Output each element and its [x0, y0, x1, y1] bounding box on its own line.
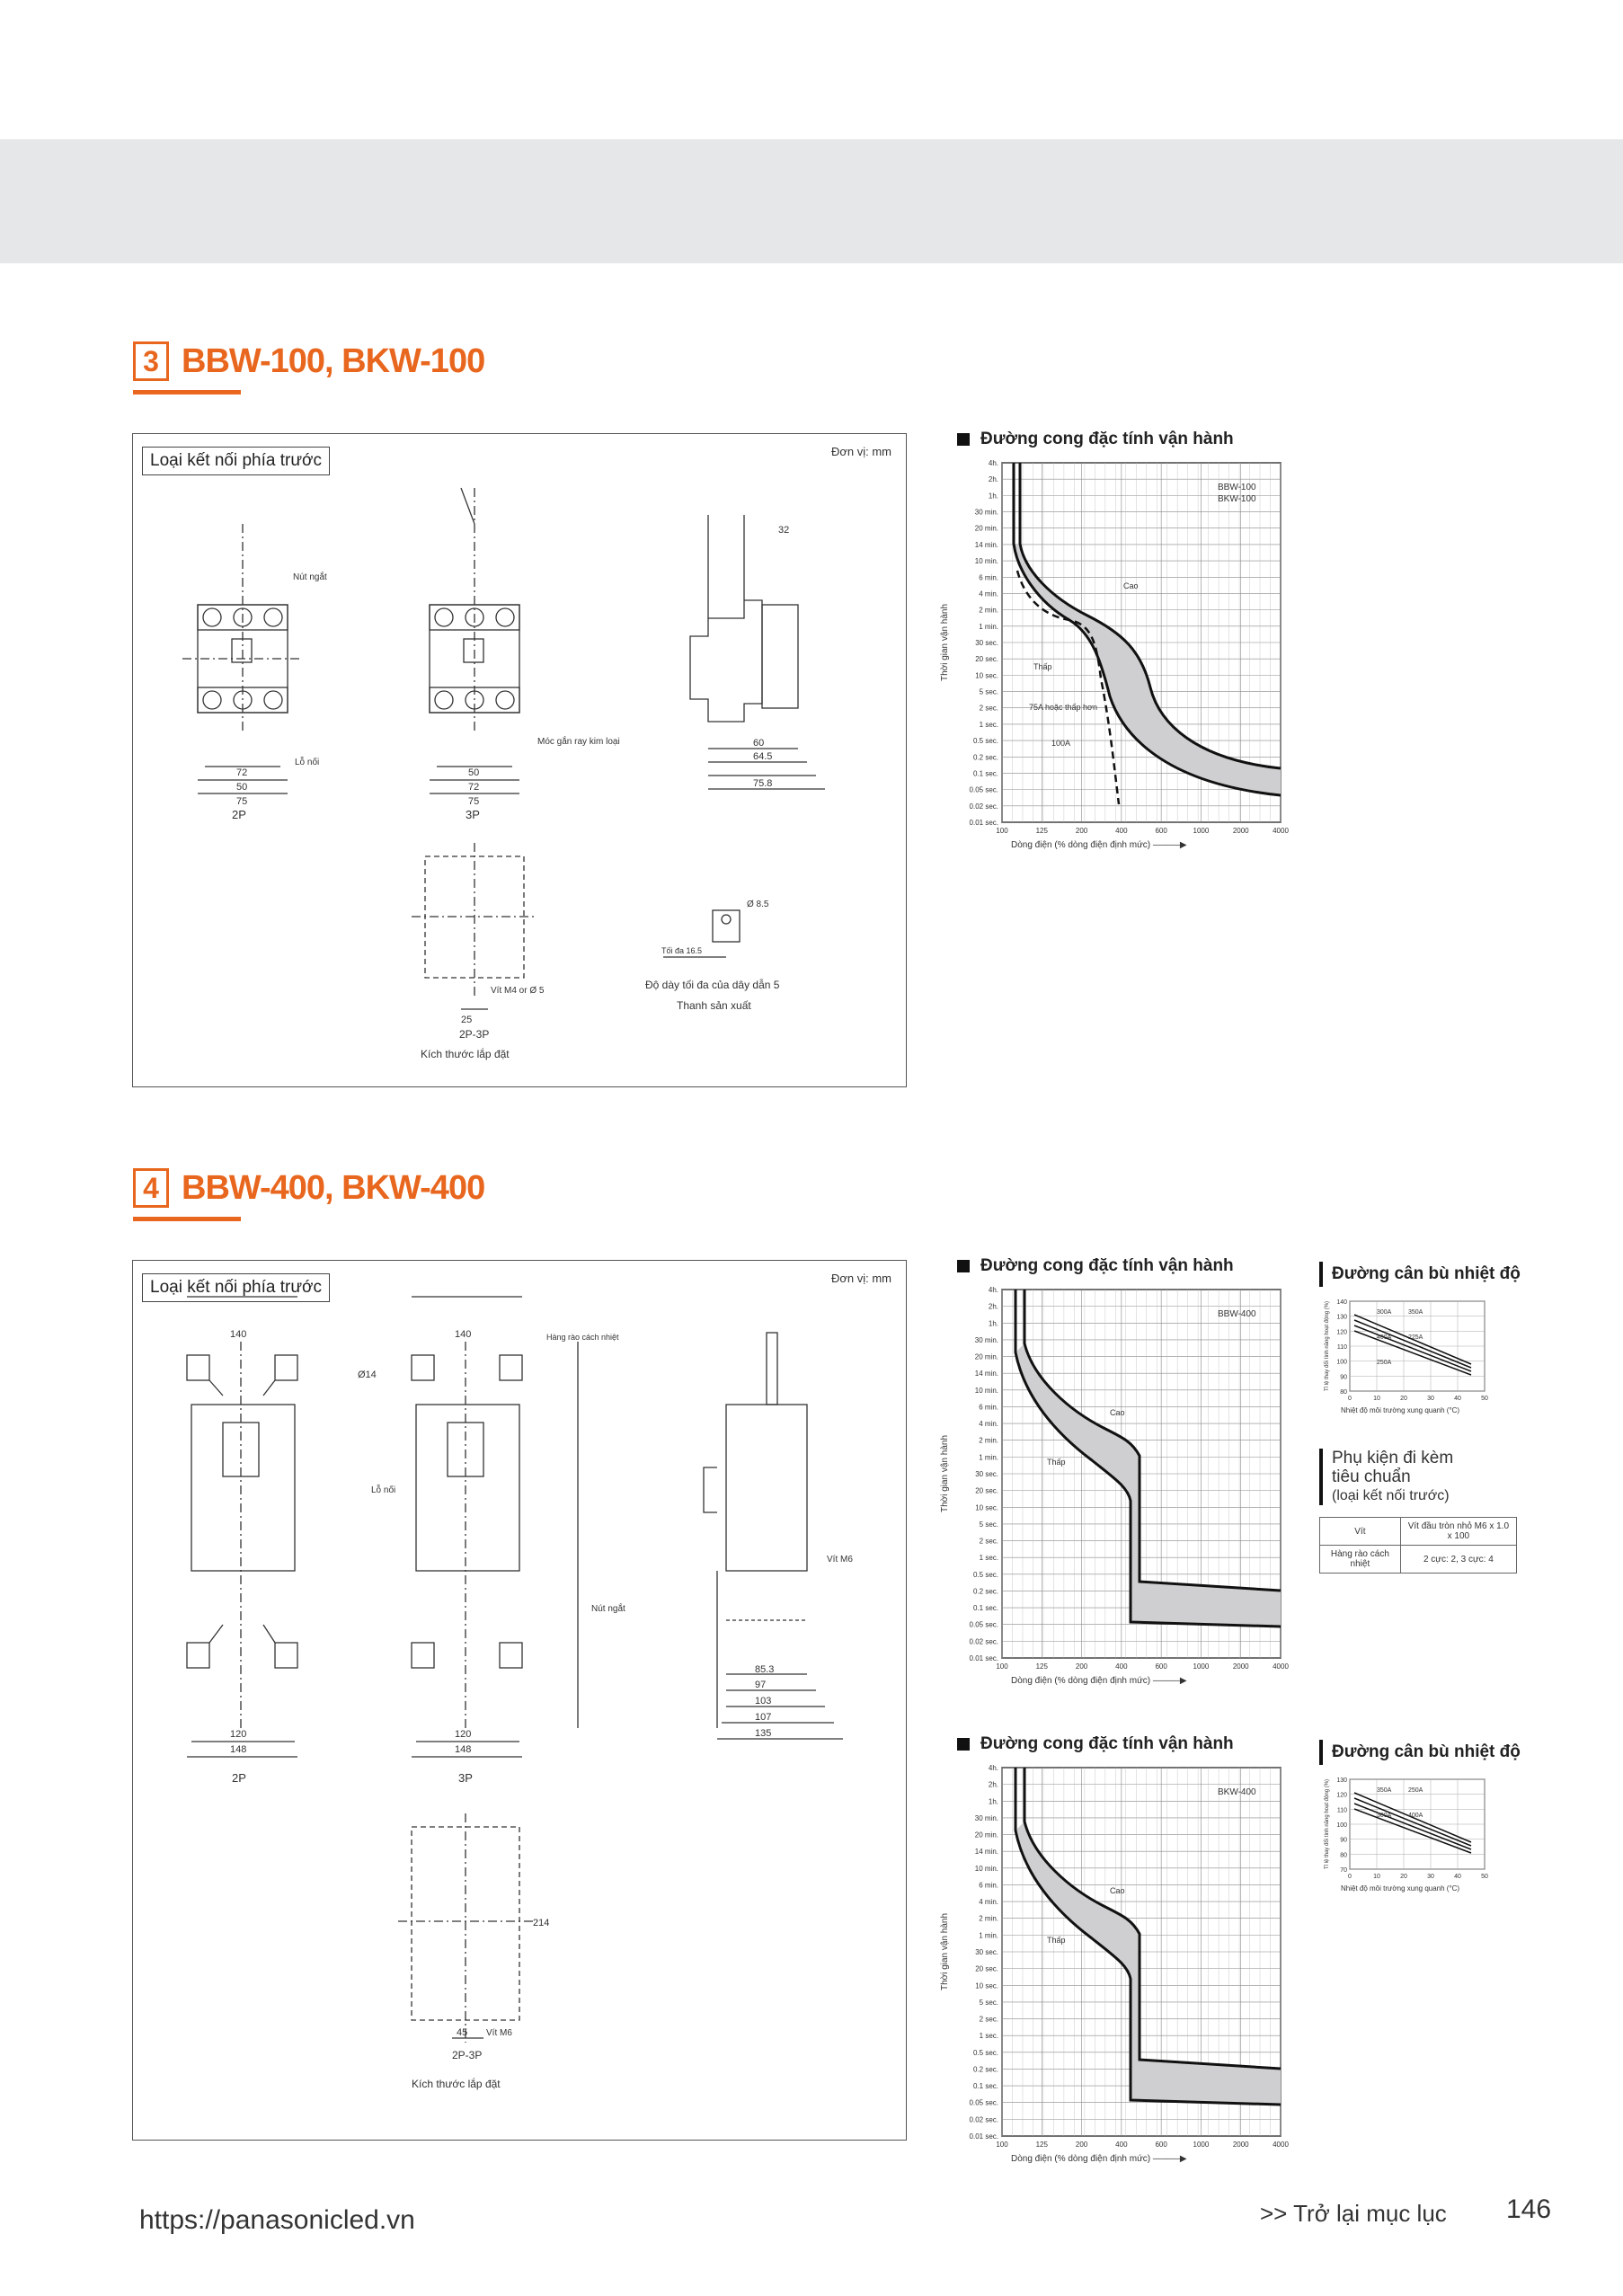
s4-chart-bkw-title [957, 1734, 1234, 1754]
s3-label-lo-noi: Lỗ nối [295, 758, 320, 767]
y-tick-label: 10 min. [974, 1386, 998, 1395]
x-tick-label: 2000 [1232, 827, 1249, 835]
temp1-title-text: Đường cân bù nhiệt độ [1332, 1264, 1521, 1283]
s3-label-3p: 3P [466, 808, 480, 821]
y-tick-label: 5 sec. [979, 1520, 998, 1529]
x-tick-label: 125 [1035, 1662, 1048, 1671]
x-tick-label: 400 [1115, 1662, 1128, 1671]
y-tick-label: 0.2 sec. [972, 1587, 998, 1596]
s3-label-busbar: Thanh sản xuất [677, 999, 751, 1012]
section4-heading [133, 1161, 484, 1215]
section3-number: 3 [133, 341, 169, 381]
y-tick-label: 20 sec. [975, 1964, 998, 1973]
y-tick-label: 0.5 sec. [972, 2048, 998, 2057]
y-tick-label: 2h. [988, 1302, 998, 1311]
s4-dim-140: 140 [230, 1329, 247, 1340]
annotation-label: Cao [1110, 1408, 1125, 1417]
temp2-title [1319, 1740, 1521, 1765]
x-tick-label: 4000 [1273, 1662, 1289, 1671]
y-tick-label: 110 [1336, 1807, 1347, 1814]
y-tick-label: 20 min. [974, 1831, 998, 1839]
y-tick-label: 130 [1336, 1777, 1347, 1784]
s4-bkw-operating-curve-chart [935, 1759, 1294, 2172]
section4-underline [133, 1217, 241, 1221]
series-label: 225A [1408, 1334, 1423, 1341]
x-tick-label: 0 [1348, 1396, 1352, 1402]
y-tick-label: 1 min. [979, 1453, 998, 1462]
y-tick-label: 0.01 sec. [969, 819, 998, 827]
y-tick-label: 10 sec. [975, 671, 998, 680]
legend-label: BBW-100 [1218, 483, 1256, 492]
s3-label-vit: Vít M4 or Ø 5 [491, 986, 545, 996]
y-tick-label: 140 [1336, 1299, 1347, 1306]
y-axis-label: Thời gian vận hành [940, 1434, 950, 1513]
y-tick-label: 20 sec. [975, 655, 998, 664]
y-tick-label: 30 sec. [975, 1948, 998, 1956]
s3-dim-50: 50 [236, 782, 248, 793]
table-cell: Vít đầu tròn nhỏ M6 x 1.0 x 100 [1400, 1518, 1516, 1546]
s3-label-max-thick: Độ dày tối đa của dây dẫn 5 [645, 979, 780, 991]
section4-number: 4 [133, 1168, 169, 1208]
y-tick-label: 130 [1336, 1314, 1347, 1321]
section4-technical-drawing [133, 1261, 906, 2140]
legend-label: BKW-100 [1218, 494, 1256, 504]
back-to-contents-link[interactable]: >> Trở lại mục lục [1260, 2200, 1447, 2227]
x-tick-label: 50 [1481, 1874, 1488, 1880]
y-tick-label: 120 [1336, 1792, 1347, 1799]
y-tick-label: 0.02 sec. [969, 2115, 998, 2124]
s4-dim-214: 214 [533, 1918, 550, 1928]
s3-dim-75b: 75 [468, 796, 480, 807]
s3-label-moc-gan: Móc gắn ray kim loại [537, 737, 620, 747]
x-tick-label: 600 [1155, 2141, 1167, 2149]
section3-heading [133, 334, 484, 388]
s4-label-vit-m6b: Vít M6 [486, 2028, 512, 2038]
y-tick-label: 30 min. [974, 1813, 998, 1822]
temp2-chart [1321, 1772, 1510, 1907]
s4-dim-135: 135 [755, 1728, 772, 1739]
y-tick-label: 0.1 sec. [972, 769, 998, 778]
series-label: 300A [1377, 1309, 1392, 1316]
y-tick-label: 1h. [988, 1319, 998, 1328]
temp1-title [1319, 1262, 1521, 1287]
y-tick-label: 80 [1340, 1852, 1347, 1859]
s4-dim-97: 97 [755, 1680, 767, 1690]
y-tick-label: 4 min. [979, 1898, 998, 1907]
y-tick-label: 110 [1336, 1344, 1347, 1351]
s3-dim-60: 60 [753, 738, 765, 749]
x-tick-label: 200 [1075, 2141, 1088, 2149]
x-tick-label: 20 [1400, 1396, 1407, 1402]
y-tick-label: 30 min. [974, 508, 998, 517]
annotation-label: 75A hoặc thấp hơn [1029, 703, 1097, 712]
s3-chart-title [957, 430, 1234, 449]
s3-chart-title-text: Đường cong đặc tính vận hành [980, 430, 1234, 448]
y-tick-label: 0.01 sec. [969, 2132, 998, 2141]
s4-label-3p: 3P [458, 1771, 473, 1785]
y-axis-label: Tỉ lệ thay đổi tính năng hoạt động (%) [1325, 1778, 1330, 1870]
y-tick-label: 2h. [988, 1780, 998, 1789]
y-tick-label: 0.2 sec. [972, 2065, 998, 2074]
y-tick-label: 20 min. [974, 1352, 998, 1361]
s4-dim-148: 148 [230, 1744, 247, 1755]
section3-title: BBW-100, BKW-100 [182, 341, 485, 380]
s3-dim-32: 32 [778, 525, 790, 536]
y-tick-label: 14 min. [974, 1848, 998, 1857]
s3-dim-72: 72 [236, 767, 248, 778]
s3-operating-curve-chart [935, 454, 1294, 858]
section3-unit: Đơn vị: mm [830, 445, 891, 458]
footer-url[interactable]: https://panasonicled.vn [139, 2205, 415, 2235]
s4-mount-caption: Kích thước lắp đặt [412, 2078, 501, 2090]
y-tick-label: 4 min. [979, 1420, 998, 1429]
y-tick-label: 70 [1340, 1867, 1347, 1874]
y-tick-label: 1 sec. [979, 2032, 998, 2041]
series-label: 250A [1408, 1787, 1423, 1794]
x-tick-label: 125 [1035, 827, 1048, 835]
y-tick-label: 5 sec. [979, 687, 998, 696]
s3-dim-25: 25 [461, 1015, 473, 1025]
y-tick-label: 6 min. [979, 1881, 998, 1890]
accessories-title [1319, 1449, 1453, 1505]
x-tick-label: 100 [996, 2141, 1008, 2149]
y-tick-label: 1h. [988, 1797, 998, 1806]
x-tick-label: 2000 [1232, 1662, 1249, 1671]
annotation-label: Thấp [1047, 1458, 1066, 1467]
s4-dim-120b: 120 [455, 1729, 472, 1740]
x-tick-label: 200 [1075, 1662, 1088, 1671]
x-tick-label: 400 [1115, 827, 1128, 835]
y-tick-label: 20 min. [974, 524, 998, 533]
s3-label-2p: 2P [232, 808, 246, 821]
y-tick-label: 0.5 sec. [972, 737, 998, 746]
y-tick-label: 2 min. [979, 1436, 998, 1445]
s4-dim-85-3: 85.3 [755, 1664, 775, 1675]
y-tick-label: 2h. [988, 475, 998, 484]
legend-label: BBW-400 [1218, 1309, 1256, 1319]
table-cell: 2 cực: 2, 3 cực: 4 [1400, 1546, 1516, 1574]
s4-dim-103: 103 [755, 1696, 772, 1706]
x-tick-label: 10 [1373, 1396, 1380, 1402]
x-tick-label: 4000 [1273, 827, 1289, 835]
series-label: 400A [1408, 1813, 1423, 1819]
s4-label-2p: 2P [232, 1771, 246, 1785]
x-tick-label: 4000 [1273, 2141, 1289, 2149]
s4-chart-bbw-title-text: Đường cong đặc tính vận hành [980, 1256, 1234, 1275]
y-tick-label: 0.05 sec. [969, 1620, 998, 1629]
s4-dim-120: 120 [230, 1729, 247, 1740]
annotation-label: Thấp [1033, 662, 1052, 671]
accessories-title-1: Phụ kiện đi kèm [1332, 1449, 1454, 1467]
x-axis-label: Nhiệt độ môi trường xung quanh (°C) [1341, 1884, 1460, 1893]
y-tick-label: 10 min. [974, 557, 998, 566]
y-tick-label: 1h. [988, 492, 998, 501]
x-tick-label: 10 [1373, 1874, 1380, 1880]
section3-box-label: Loại kết nối phía trước [142, 447, 330, 475]
y-tick-label: 1 sec. [979, 1554, 998, 1563]
y-tick-label: 2 sec. [979, 2015, 998, 2024]
temp2-title-text: Đường cân bù nhiệt độ [1332, 1742, 1521, 1761]
x-tick-label: 600 [1155, 827, 1167, 835]
y-tick-label: 2 sec. [979, 704, 998, 713]
x-axis-label: Dòng điện (% dòng điện định mức) ———▶ [1011, 840, 1187, 850]
y-tick-label: 90 [1340, 1837, 1347, 1844]
s4-chart-bkw-title-text: Đường cong đặc tính vận hành [980, 1734, 1234, 1753]
s4-dim-45: 45 [457, 2027, 468, 2038]
annotation-label: Cao [1123, 581, 1139, 590]
y-tick-label: 10 min. [974, 1864, 998, 1873]
x-tick-label: 400 [1115, 2141, 1128, 2149]
y-tick-label: 2 min. [979, 606, 998, 615]
x-axis-label: Dòng điện (% dòng điện định mức) ———▶ [1011, 1676, 1187, 1686]
s4-dim-148b: 148 [455, 1744, 472, 1755]
y-tick-label: 100 [1336, 1822, 1347, 1829]
series-label: 300A [1377, 1813, 1392, 1819]
x-tick-label: 30 [1427, 1874, 1434, 1880]
y-tick-label: 0.01 sec. [969, 1654, 998, 1662]
s4-label-vit-m6: Vít M6 [827, 1555, 853, 1565]
y-tick-label: 14 min. [974, 540, 998, 549]
y-axis-label: Thời gian vận hành [940, 603, 950, 682]
table-cell: Vít [1320, 1518, 1401, 1546]
y-tick-label: 2 min. [979, 1914, 998, 1923]
series-label: 400A [1377, 1334, 1392, 1341]
y-tick-label: 30 min. [974, 1335, 998, 1344]
y-tick-label: 20 sec. [975, 1486, 998, 1495]
y-tick-label: 0.02 sec. [969, 1637, 998, 1646]
y-tick-label: 4h. [988, 1286, 998, 1294]
s4-dim-140b: 140 [455, 1329, 472, 1340]
x-tick-label: 1000 [1193, 2141, 1210, 2149]
s3-label-toi-da: Tối đa 16.5 [661, 946, 703, 955]
s3-label-2p3p: 2P-3P [459, 1028, 490, 1041]
s4-label-hang-rao: Hàng rào cách nhiệt [546, 1333, 619, 1342]
y-axis-label: Thời gian vận hành [940, 1912, 950, 1991]
s4-label-2p3p: 2P-3P [452, 2049, 483, 2061]
y-tick-label: 14 min. [974, 1370, 998, 1378]
annotation-label: Cao [1110, 1886, 1125, 1895]
y-axis-label: Tỉ lệ thay đổi tính năng hoạt động (%) [1325, 1300, 1330, 1392]
section4-box-label: Loại kết nối phía trước [142, 1273, 330, 1302]
x-tick-label: 2000 [1232, 2141, 1249, 2149]
s3-dim-75-8: 75.8 [753, 778, 773, 789]
x-tick-label: 40 [1454, 1874, 1461, 1880]
section3-drawing-box [132, 433, 907, 1087]
y-tick-label: 0.1 sec. [972, 1604, 998, 1613]
series-label: 250A [1377, 1360, 1392, 1366]
y-tick-label: 1 sec. [979, 720, 998, 729]
s4-chart-bbw-title [957, 1256, 1234, 1276]
y-tick-label: 5 sec. [979, 1998, 998, 2007]
y-tick-label: 4h. [988, 1764, 998, 1772]
accessories-title-3: (loại kết nối trước) [1332, 1488, 1450, 1503]
s4-dim-107: 107 [755, 1712, 772, 1723]
y-tick-label: 4h. [988, 459, 998, 467]
x-axis-label: Dòng điện (% dòng điện định mức) ———▶ [1011, 2154, 1187, 2164]
y-tick-label: 90 [1340, 1374, 1347, 1381]
x-tick-label: 30 [1427, 1396, 1434, 1402]
y-tick-label: 30 sec. [975, 639, 998, 647]
section4-title: BBW-400, BKW-400 [182, 1168, 485, 1207]
y-tick-label: 4 min. [979, 590, 998, 598]
y-tick-label: 0.5 sec. [972, 1570, 998, 1579]
x-tick-label: 50 [1481, 1396, 1488, 1402]
x-tick-label: 600 [1155, 1662, 1167, 1671]
temp1-chart [1321, 1294, 1510, 1429]
y-tick-label: 6 min. [979, 1403, 998, 1412]
s4-label-nut-ngat: Nút ngắt [591, 1604, 625, 1614]
x-axis-label: Nhiệt độ môi trường xung quanh (°C) [1341, 1406, 1460, 1414]
s3-dim-75: 75 [236, 796, 248, 807]
s3-mount-caption: Kích thước lắp đặt [421, 1048, 510, 1060]
y-tick-label: 120 [1336, 1329, 1347, 1336]
series-label: 350A [1408, 1309, 1423, 1316]
legend-label: BKW-400 [1218, 1787, 1256, 1797]
y-tick-label: 0.05 sec. [969, 785, 998, 794]
x-tick-label: 100 [996, 1662, 1008, 1671]
y-tick-label: 1 min. [979, 622, 998, 631]
y-tick-label: 100 [1336, 1359, 1347, 1366]
annotation-label: Thấp [1047, 1936, 1066, 1945]
s3-label-hole: Ø 8.5 [747, 900, 769, 909]
series-label: 350A [1377, 1787, 1392, 1794]
x-tick-label: 100 [996, 827, 1008, 835]
s3-dim-50b: 50 [468, 767, 480, 778]
accessories-table [1319, 1517, 1517, 1574]
page-number: 146 [1506, 2194, 1552, 2224]
x-tick-label: 200 [1075, 827, 1088, 835]
section3-technical-drawing [133, 434, 906, 1086]
section4-drawing-box [132, 1260, 907, 2141]
section3-underline [133, 390, 241, 394]
x-tick-label: 20 [1400, 1874, 1407, 1880]
y-tick-label: 6 min. [979, 573, 998, 582]
x-tick-label: 0 [1348, 1874, 1352, 1880]
y-tick-label: 1 min. [979, 1931, 998, 1940]
y-tick-label: 10 sec. [975, 1981, 998, 1990]
s3-label-nut-ngat: Nút ngắt [293, 572, 327, 582]
y-tick-label: 0.1 sec. [972, 2082, 998, 2091]
x-tick-label: 40 [1454, 1396, 1461, 1402]
s4-label-phi14: Ø14 [358, 1370, 377, 1380]
table-row [1320, 1518, 1517, 1546]
y-tick-label: 30 sec. [975, 1470, 998, 1478]
y-tick-label: 10 sec. [975, 1503, 998, 1512]
x-tick-label: 1000 [1193, 1662, 1210, 1671]
y-tick-label: 2 sec. [979, 1537, 998, 1546]
s3-dim-72b: 72 [468, 782, 480, 793]
s3-dim-64-5: 64.5 [753, 751, 773, 762]
s4-label-lo-noi: Lỗ nối [371, 1485, 396, 1495]
section4-unit: Đơn vị: mm [830, 1272, 891, 1285]
table-cell: Hàng rào cách nhiệt [1320, 1546, 1401, 1574]
s4-bbw-operating-curve-chart [935, 1281, 1294, 1694]
annotation-label: 100A [1051, 739, 1071, 748]
x-tick-label: 125 [1035, 2141, 1048, 2149]
accessories-title-2: tiêu chuẩn [1332, 1467, 1411, 1486]
y-tick-label: 80 [1340, 1389, 1347, 1396]
y-tick-label: 0.02 sec. [969, 802, 998, 811]
table-row [1320, 1546, 1517, 1574]
y-tick-label: 0.2 sec. [972, 753, 998, 762]
y-tick-label: 0.05 sec. [969, 2098, 998, 2107]
header-band [0, 139, 1623, 263]
x-tick-label: 1000 [1193, 827, 1210, 835]
